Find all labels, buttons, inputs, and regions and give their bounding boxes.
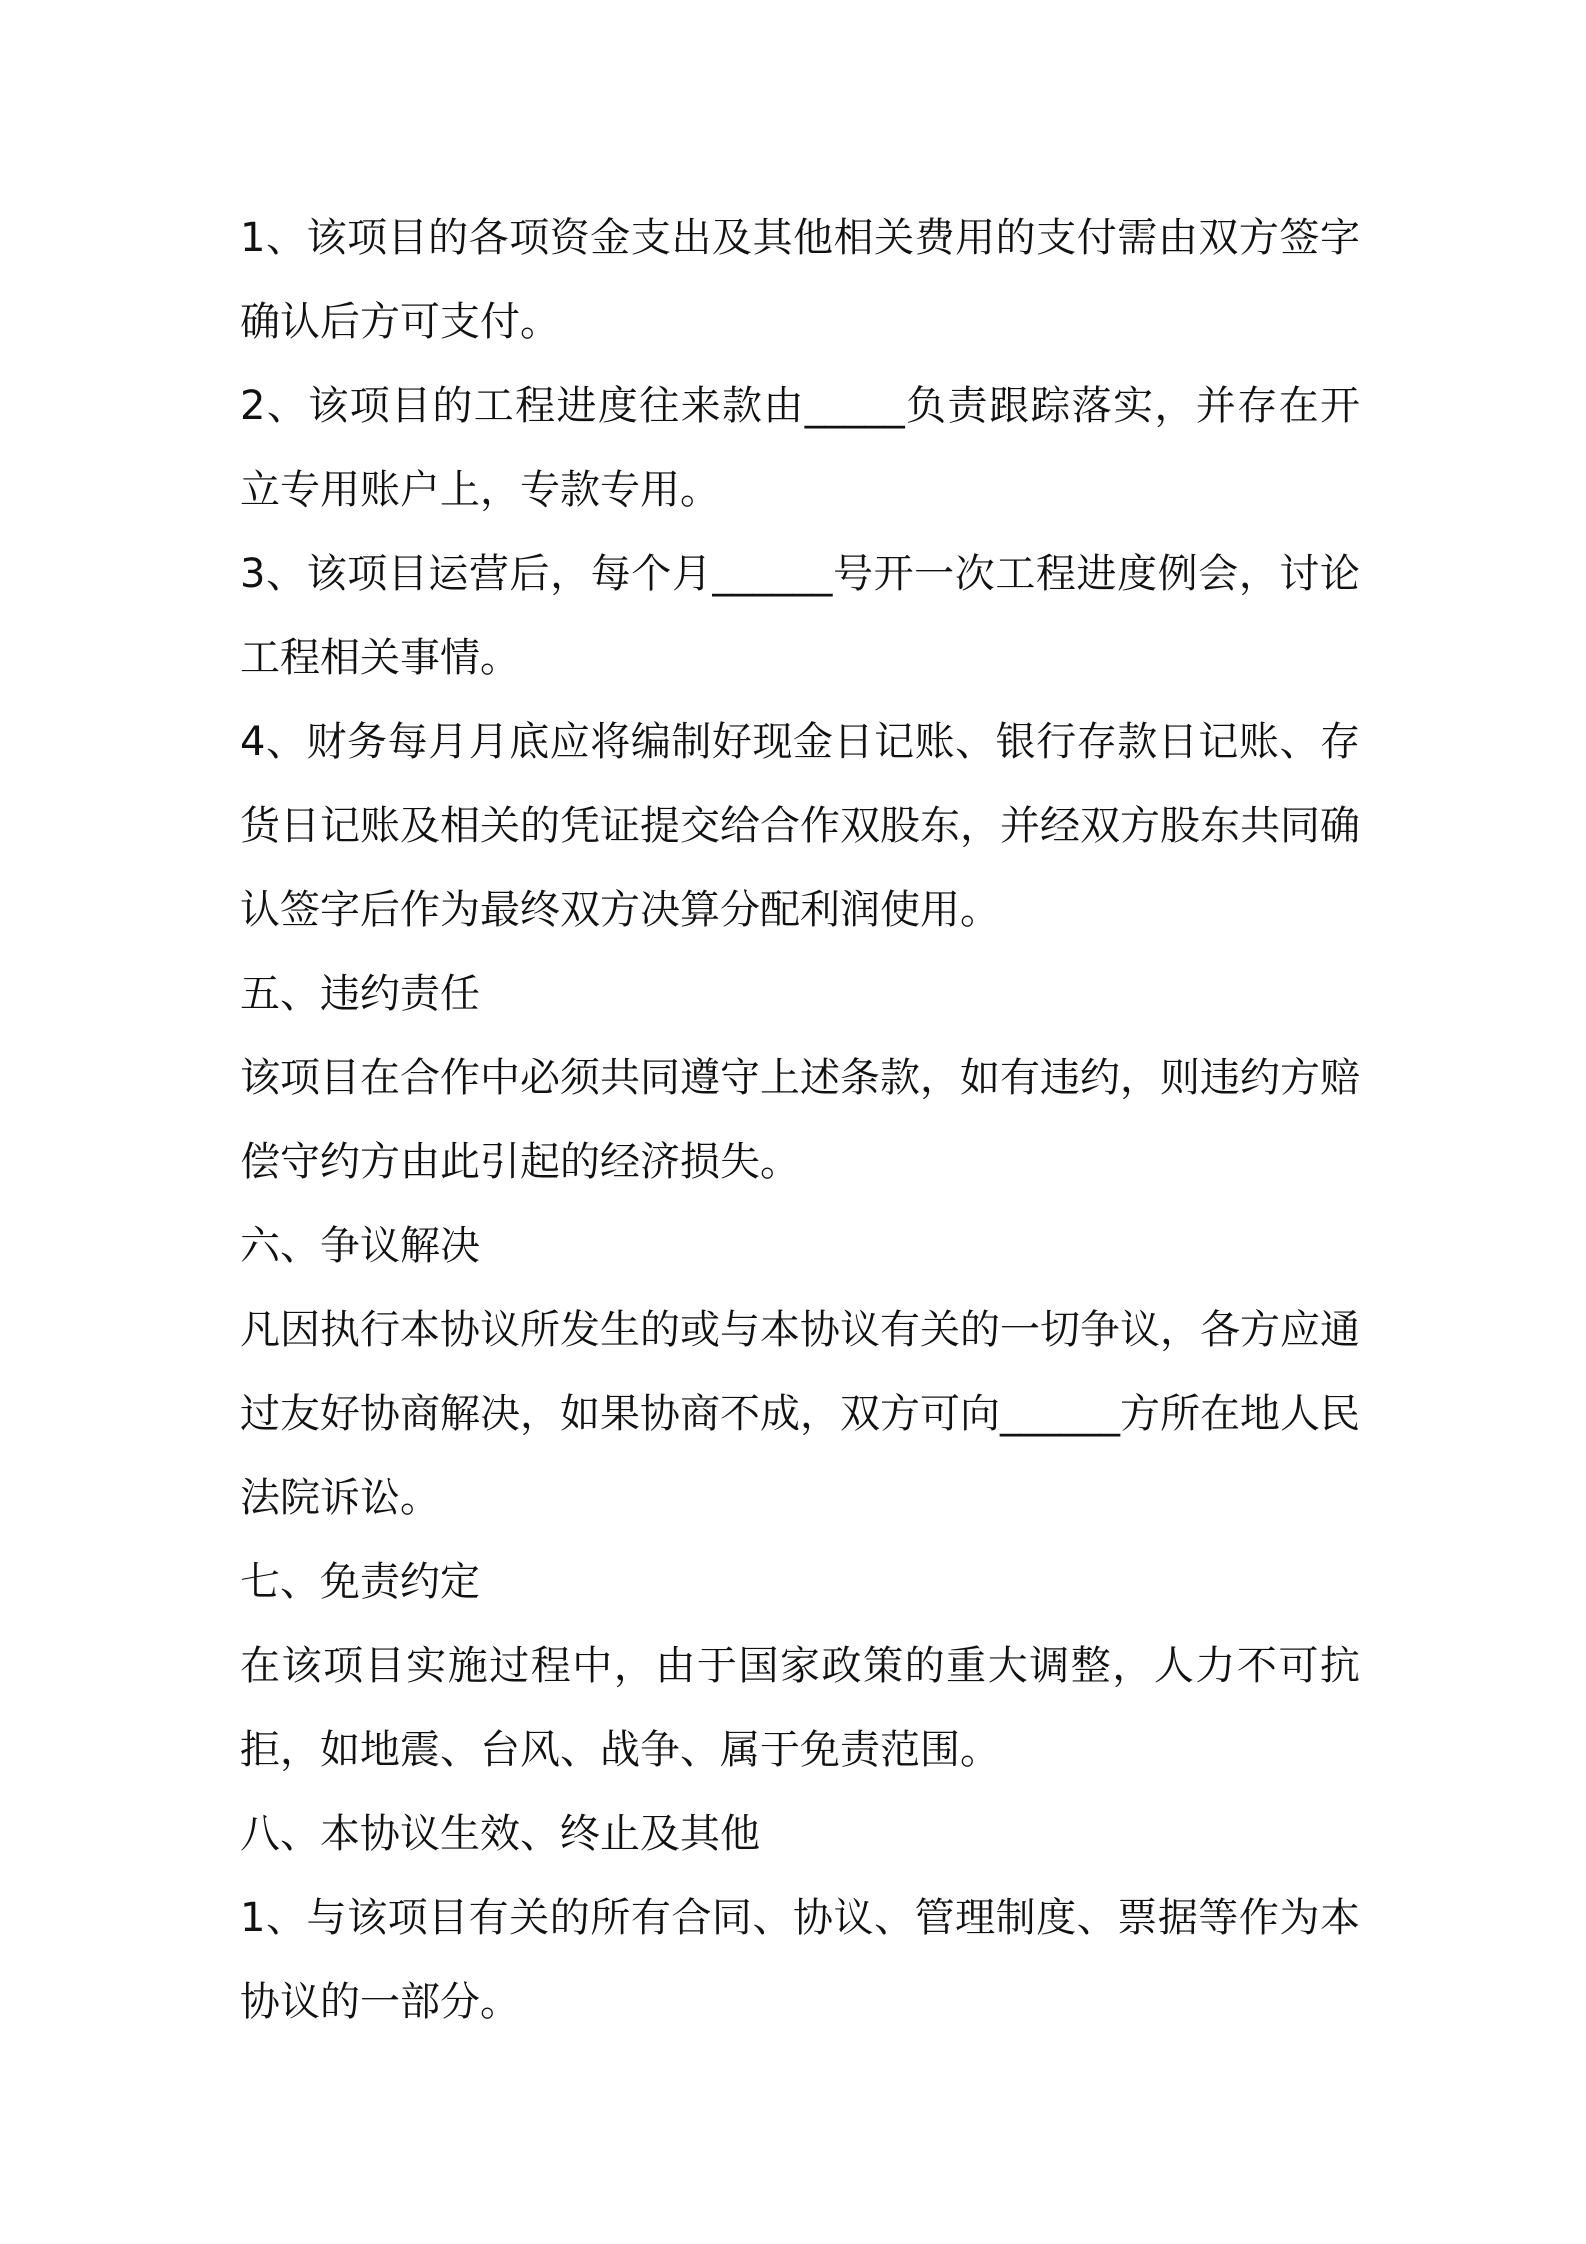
effectiveness-clause-1-paragraph: 1、与该项目有关的所有合同、协议、管理制度、票据等作为本协议的一部分。 [240,1895,1360,2025]
clause-3-paragraph: 3、该项目运营后，每个月______号开一次工程进度例会，讨论工程相关事情。 [240,551,1360,681]
clause-1-paragraph: 1、该项目的各项资金支出及其他相关费用的支付需由双方签字确认后方可支付。 [240,215,1360,345]
section-heading-dispute: 六、争议解决 [240,1223,480,1269]
exemption-paragraph: 在该项目实施过程中，由于国家政策的重大调整，人力不可抗拒，如地震、台风、战争、属于免责范围。 [240,1643,1360,1773]
document-page [240,196,1360,2044]
clause-4-paragraph: 4、财务每月月底应将编制好现金日记账、银行存款日记账、存货日记账及相关的凭证提交给合作双股东，并经双方股东共同确认签字后作为最终双方决算分配利润使用。 [240,719,1360,933]
dispute-paragraph: 凡因执行本协议所发生的或与本协议有关的一切争议，各方应通过友好协商解决，如果协商不成，双方可向______方所在地人民法院诉讼。 [240,1307,1360,1521]
section-heading-effectiveness: 八、本协议生效、终止及其他 [240,1811,760,1857]
clause-2-paragraph: 2、该项目的工程进度往来款由_____负责跟踪落实，并存在开立专用账户上，专款专用。 [240,383,1360,513]
breach-paragraph: 该项目在合作中必须共同遵守上述条款，如有违约，则违约方赔偿守约方由此引起的经济损失。 [240,1055,1360,1185]
section-heading-exemption: 七、免责约定 [240,1559,480,1605]
section-heading-breach: 五、违约责任 [240,971,480,1017]
